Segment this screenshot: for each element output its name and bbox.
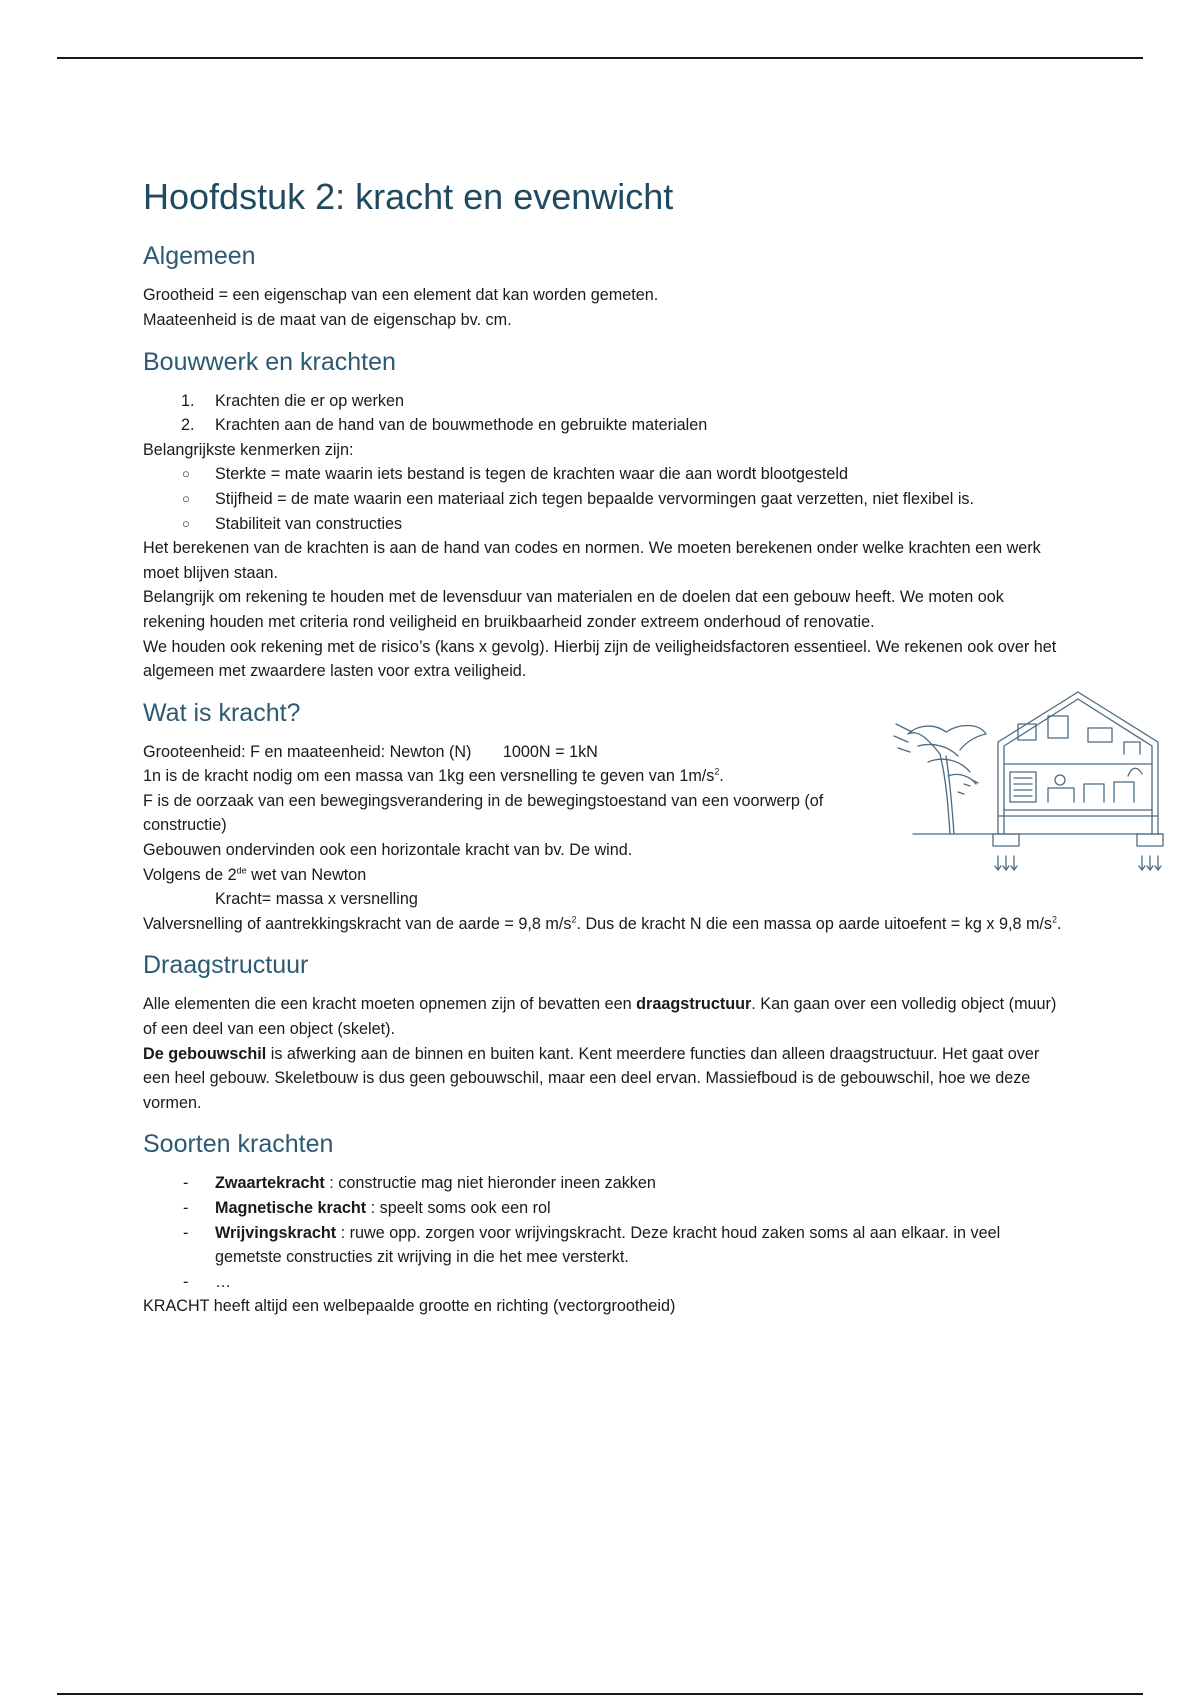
bold-term: De gebouwschil: [143, 1044, 267, 1063]
list-item: [143, 389, 1063, 414]
paragraph: F is de oorzaak van een bewegingsverandering in de bewegingstoestand van een voorwerp (of constructie): [143, 791, 824, 835]
text-span: .: [719, 767, 724, 786]
text-span: Alle elementen die een kracht moeten opnemen zijn of bevatten een: [143, 995, 637, 1014]
text-span: . Kan gaan over een volledig object (muur) of een deel van een object (skelet).: [143, 995, 1057, 1039]
paragraph: We houden ook rekening met de risico’s (kans x gevolg). Hierbij zijn de veiligheidsfactoren essentieel. We rekenen ook over het algemeen met zwaardere lasten voor extra veiligheid.: [143, 637, 1057, 681]
paragraph: [143, 992, 1063, 1041]
paragraph: [143, 863, 863, 888]
text-span: 1n is de kracht nodig om een massa van 1kg een versnelling te geven van 1m/s: [143, 767, 715, 786]
bold-term: Magnetische kracht: [215, 1199, 367, 1218]
list-item: [143, 487, 1063, 512]
text-span: .: [1057, 914, 1062, 933]
list-item-text: : speelt soms ook een rol: [366, 1199, 551, 1218]
dash-bullet-icon: -: [183, 1272, 189, 1291]
paragraph: [143, 912, 1063, 937]
footer-rule: [57, 1693, 1143, 1695]
list-item: [143, 1196, 1063, 1221]
text-span: wet van Newton: [246, 865, 367, 884]
bold-term: Wrijvingskracht: [215, 1223, 337, 1242]
heading-draagstructuur: Draagstructuur: [143, 951, 309, 980]
superscript: 2: [571, 914, 577, 925]
paragraph: Belangrijk om rekening te houden met de levensduur van materialen en de doelen dat een gebouw heeft. We moten ook rekening houden met criteria rond veiligheid en bruikbaarheid zonder extreem onderhoud of renovatie.: [143, 588, 1004, 631]
list-item: [143, 462, 1063, 487]
dash-bullet-icon: -: [183, 1223, 189, 1242]
list-item: [143, 1171, 1063, 1196]
heading-algemeen: Algemeen: [143, 242, 256, 271]
section-algemeen: [143, 241, 1063, 332]
paragraph: Belangrijkste kenmerken zijn:: [143, 440, 354, 459]
list-item-text: Stabiliteit van constructies: [215, 514, 403, 533]
bold-term: Zwaartekracht: [215, 1174, 325, 1193]
house-wind-illustration: [888, 684, 1168, 904]
document-body: [143, 176, 1063, 1333]
dash-bullet-icon: -: [183, 1174, 189, 1193]
text-span: . Dus de kracht N die een massa op aarde uitoefent = kg x 9,8 m/s: [576, 914, 1053, 933]
paragraph: Grootheid = een eigenschap van een element dat kan worden gemeten.: [143, 286, 659, 305]
dash-bullet-icon: -: [183, 1199, 189, 1218]
heading-bouwwerk: Bouwwerk en krachten: [143, 347, 396, 376]
list-item-text: Krachten aan de hand van de bouwmethode en gebruikte materialen: [215, 416, 708, 435]
paragraph: Grooteenheid: F en maateenheid: Newton (N) 1000N = 1kN: [143, 742, 598, 761]
section-soorten-krachten: [143, 1129, 1063, 1319]
section-bouwwerk: [143, 347, 1063, 684]
page-title: Hoofdstuk 2: kracht en evenwicht: [143, 176, 674, 217]
superscript: de: [236, 865, 247, 876]
list-item-text: …: [215, 1272, 232, 1291]
header-rule: [57, 57, 1143, 59]
paragraph: [143, 1042, 1063, 1116]
list-item-text: Krachten die er op werken: [215, 391, 404, 410]
paragraph: Kracht= massa x versnelling: [215, 890, 418, 909]
bullet-list: [143, 462, 1063, 536]
list-item-text: : ruwe opp. zorgen voor wrijvingskracht. Deze kracht houd zaken soms al aan elkaar. in veel gemetste constructies zit wrijving in die het mee versterkt.: [215, 1223, 1001, 1267]
list-item-text: : constructie mag niet hieronder ineen zakken: [324, 1174, 656, 1193]
heading-soorten-krachten: Soorten krachten: [143, 1130, 334, 1159]
superscript: 2: [1052, 914, 1058, 925]
list-item: [143, 413, 1063, 438]
section-wat-is-kracht: [143, 698, 1063, 937]
wat-is-kracht-text: [143, 740, 863, 912]
section-draagstructuur: [143, 950, 1063, 1115]
list-number: 1.: [181, 391, 195, 410]
paragraph: Het berekenen van de krachten is aan de hand van codes en normen. We moeten berekenen onder welke krachten een werk moet blijven staan.: [143, 539, 1041, 582]
circle-bullet-icon: ○: [182, 466, 190, 482]
circle-bullet-icon: ○: [182, 490, 190, 506]
paragraph: Maateenheid is de maat van de eigenschap bv. cm.: [143, 310, 512, 329]
list-item: [143, 1221, 1063, 1270]
list-item: [143, 512, 1063, 537]
text-span: is afwerking aan de binnen en buiten kant. Kent meerdere functies dan alleen draagstructuur. Het gaat over een heel gebouw. Skeletbouw is dus geen gebouwschil, maar een deel ervan. Massiefboud is de gebouwschil, hoe we deze vormen.: [143, 1044, 1040, 1112]
circle-bullet-icon: ○: [182, 515, 190, 531]
paragraph: Gebouwen ondervinden ook een horizontale kracht van bv. De wind.: [143, 841, 633, 860]
text-span: Volgens de 2: [143, 865, 237, 884]
numbered-list: [143, 389, 1063, 438]
list-item-text: Sterkte = mate waarin iets bestand is tegen de krachten waar die aan wordt blootgesteld: [215, 465, 849, 484]
list-number: 2.: [181, 416, 195, 435]
heading-wat-is-kracht: Wat is kracht?: [143, 698, 301, 727]
dash-list: [143, 1171, 1063, 1294]
list-item: [143, 1270, 1063, 1295]
text-span: Valversnelling of aantrekkingskracht van de aarde = 9,8 m/s: [143, 914, 572, 933]
list-item-text: Stijfheid = de mate waarin een materiaal zich tegen bepaalde vervormingen gaat verzetten, niet flexibel is.: [215, 489, 975, 508]
superscript: 2: [714, 766, 720, 777]
bold-term: draagstructuur: [636, 995, 752, 1014]
paragraph: KRACHT heeft altijd een welbepaalde grootte en richting (vectorgrootheid): [143, 1297, 676, 1316]
